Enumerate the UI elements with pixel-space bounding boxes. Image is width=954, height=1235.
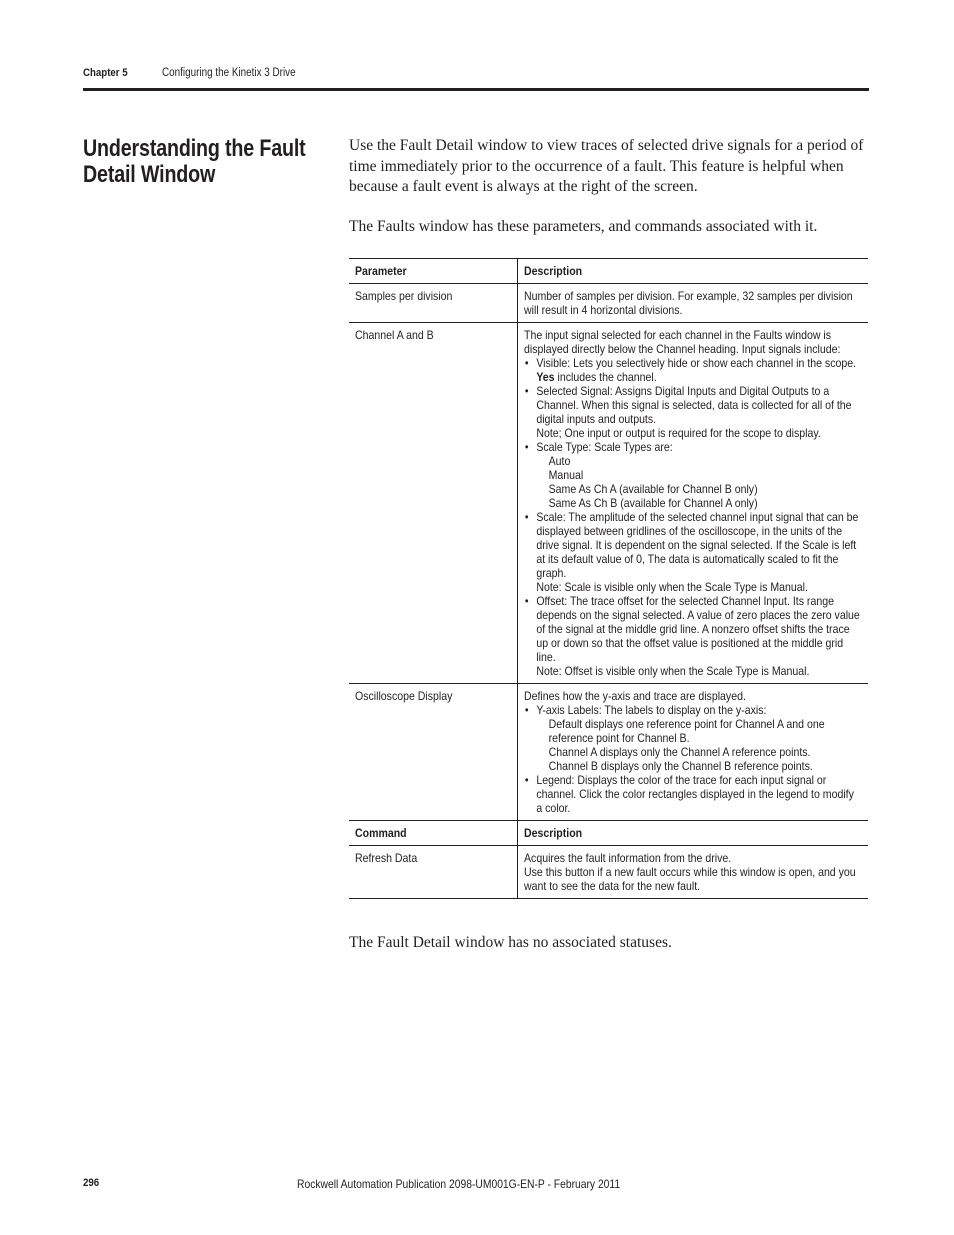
refresh-desc-line2: Use this button if a new fault occurs while this window is open, and you want to see the data for the new fault.	[523, 865, 856, 893]
table-cell	[517, 284, 868, 323]
table-cell	[517, 684, 868, 821]
intro-paragraph-2: The Faults window has these parameters, and commands associated with it.	[349, 218, 818, 235]
param-description	[524, 684, 862, 820]
oscilloscope-bullet-list	[524, 703, 862, 815]
oscilloscope-intro: Defines how the y-axis and trace are displayed.	[523, 689, 746, 703]
list-item	[524, 384, 862, 440]
command-description-header: Description	[523, 826, 582, 840]
table-header-cell	[517, 821, 868, 846]
header-rule	[83, 88, 869, 91]
table-cell	[349, 846, 517, 899]
yaxis-option: Channel A displays only the Channel A reference points.	[548, 745, 810, 759]
table-cell	[349, 284, 517, 323]
table-cell	[349, 684, 517, 821]
selected-signal-note: Note; One input or output is required for the scope to display.	[535, 426, 821, 440]
command-header-row	[349, 821, 868, 846]
list-item	[524, 440, 862, 510]
offset-note: Note: Offset is visible only when the Scale Type is Manual.	[535, 664, 809, 678]
parameters-table	[349, 258, 868, 899]
refresh-desc-line1: Acquires the fault information from the drive.	[523, 851, 731, 865]
statuses-note: The Fault Detail window has no associated statuses.	[349, 934, 672, 951]
visible-text: Visible: Lets you selectively hide or show each channel in the scope.	[535, 356, 856, 370]
scale-note: Note: Scale is visible only when the Scale Type is Manual.	[535, 580, 808, 594]
legend-text: • Legend: Displays the color of the trace for each input signal or channel. Click the color rectangles displayed in the legend to modify a color.	[535, 773, 854, 815]
scale-type-option: Same As Ch A (available for Channel B only)	[548, 482, 758, 496]
command-name: Refresh Data	[355, 851, 418, 865]
scale-type-option: Auto	[548, 454, 570, 468]
section-title-line2: Detail Window	[83, 161, 216, 188]
list-item	[524, 773, 862, 815]
channel-intro: The input signal selected for each channel in the Faults window is displayed directly below the Channel heading. Input signals include:	[523, 328, 840, 356]
command-header: Command	[355, 826, 407, 840]
scale-type-text: • Scale Type: Scale Types are:	[535, 440, 673, 454]
table-header-cell	[349, 259, 517, 284]
scale-text: • Scale: The amplitude of the selected channel input signal that can be displayed between gridlines of the oscilloscope, in the units of the drive signal. It is dependent on the signal selected. If the Scale is left at its default value of 0, The data is automatically scaled to fit the graph.	[535, 510, 858, 580]
command-description	[524, 846, 862, 898]
yaxis-option: Default displays one reference point for Channel A and one reference point for Channel B.	[548, 717, 825, 745]
table-header-row	[349, 259, 868, 284]
section-title	[83, 135, 306, 188]
table-row	[349, 323, 868, 684]
list-item	[524, 356, 862, 384]
table-cell	[349, 323, 517, 684]
chapter-title: Configuring the Kinetix 3 Drive	[162, 67, 296, 79]
visible-text-end: includes the channel.	[556, 370, 657, 384]
yaxis-text: • Y-axis Labels: The labels to display on the y-axis:	[535, 703, 766, 717]
table-header-cell	[349, 821, 517, 846]
scale-type-option: Same As Ch B (available for Channel A only)	[548, 496, 758, 510]
list-item	[524, 594, 862, 678]
description-header: Description	[523, 264, 582, 278]
table-header-cell	[517, 259, 868, 284]
table-row	[349, 284, 868, 323]
param-description	[524, 323, 862, 683]
selected-signal-text: • Selected Signal: Assigns Digital Inputs and Digital Outputs to a Channel. When this signal is selected, data is collected for all of the digital inputs and outputs.	[535, 384, 852, 426]
page-number: 296	[83, 1177, 100, 1189]
intro-paragraph: Use the Fault Detail window to view traces of selected drive signals for a period of time immediately prior to the occurrence of a fault. This feature is helpful when because a fault event is always at the right of the screen.	[349, 137, 864, 195]
parameter-header: Parameter	[355, 264, 407, 278]
list-item	[524, 510, 862, 594]
offset-text: • Offset: The trace offset for the selected Channel Input. Its range depends on the signal selected. A value of zero places the zero value of the signal at the middle grid line. A nonzero offset shifts the trace up or down so that the offset value is positioned at the middle grid line.	[535, 594, 860, 664]
param-description: Number of samples per division. For example, 32 samples per division will result in 4 horizontal divisions.	[523, 289, 853, 317]
table-cell	[517, 846, 868, 899]
list-item	[524, 703, 862, 773]
publication-footer: Rockwell Automation Publication 2098-UM001G-EN-P - February 2011	[297, 1177, 621, 1191]
scale-type-option: Manual	[548, 468, 583, 482]
param-name: Channel A and B	[355, 328, 434, 342]
table-row	[349, 846, 868, 899]
section-title-line1: Understanding the Fault	[83, 135, 306, 162]
param-name: Samples per division	[355, 289, 453, 303]
table-cell	[517, 323, 868, 684]
chapter-label: Chapter 5	[83, 67, 128, 79]
param-name: Oscilloscope Display	[355, 689, 453, 703]
visible-bold: Yes	[535, 370, 555, 384]
yaxis-option: Channel B displays only the Channel B reference points.	[548, 759, 813, 773]
table-row	[349, 684, 868, 821]
channel-bullet-list	[524, 356, 862, 678]
